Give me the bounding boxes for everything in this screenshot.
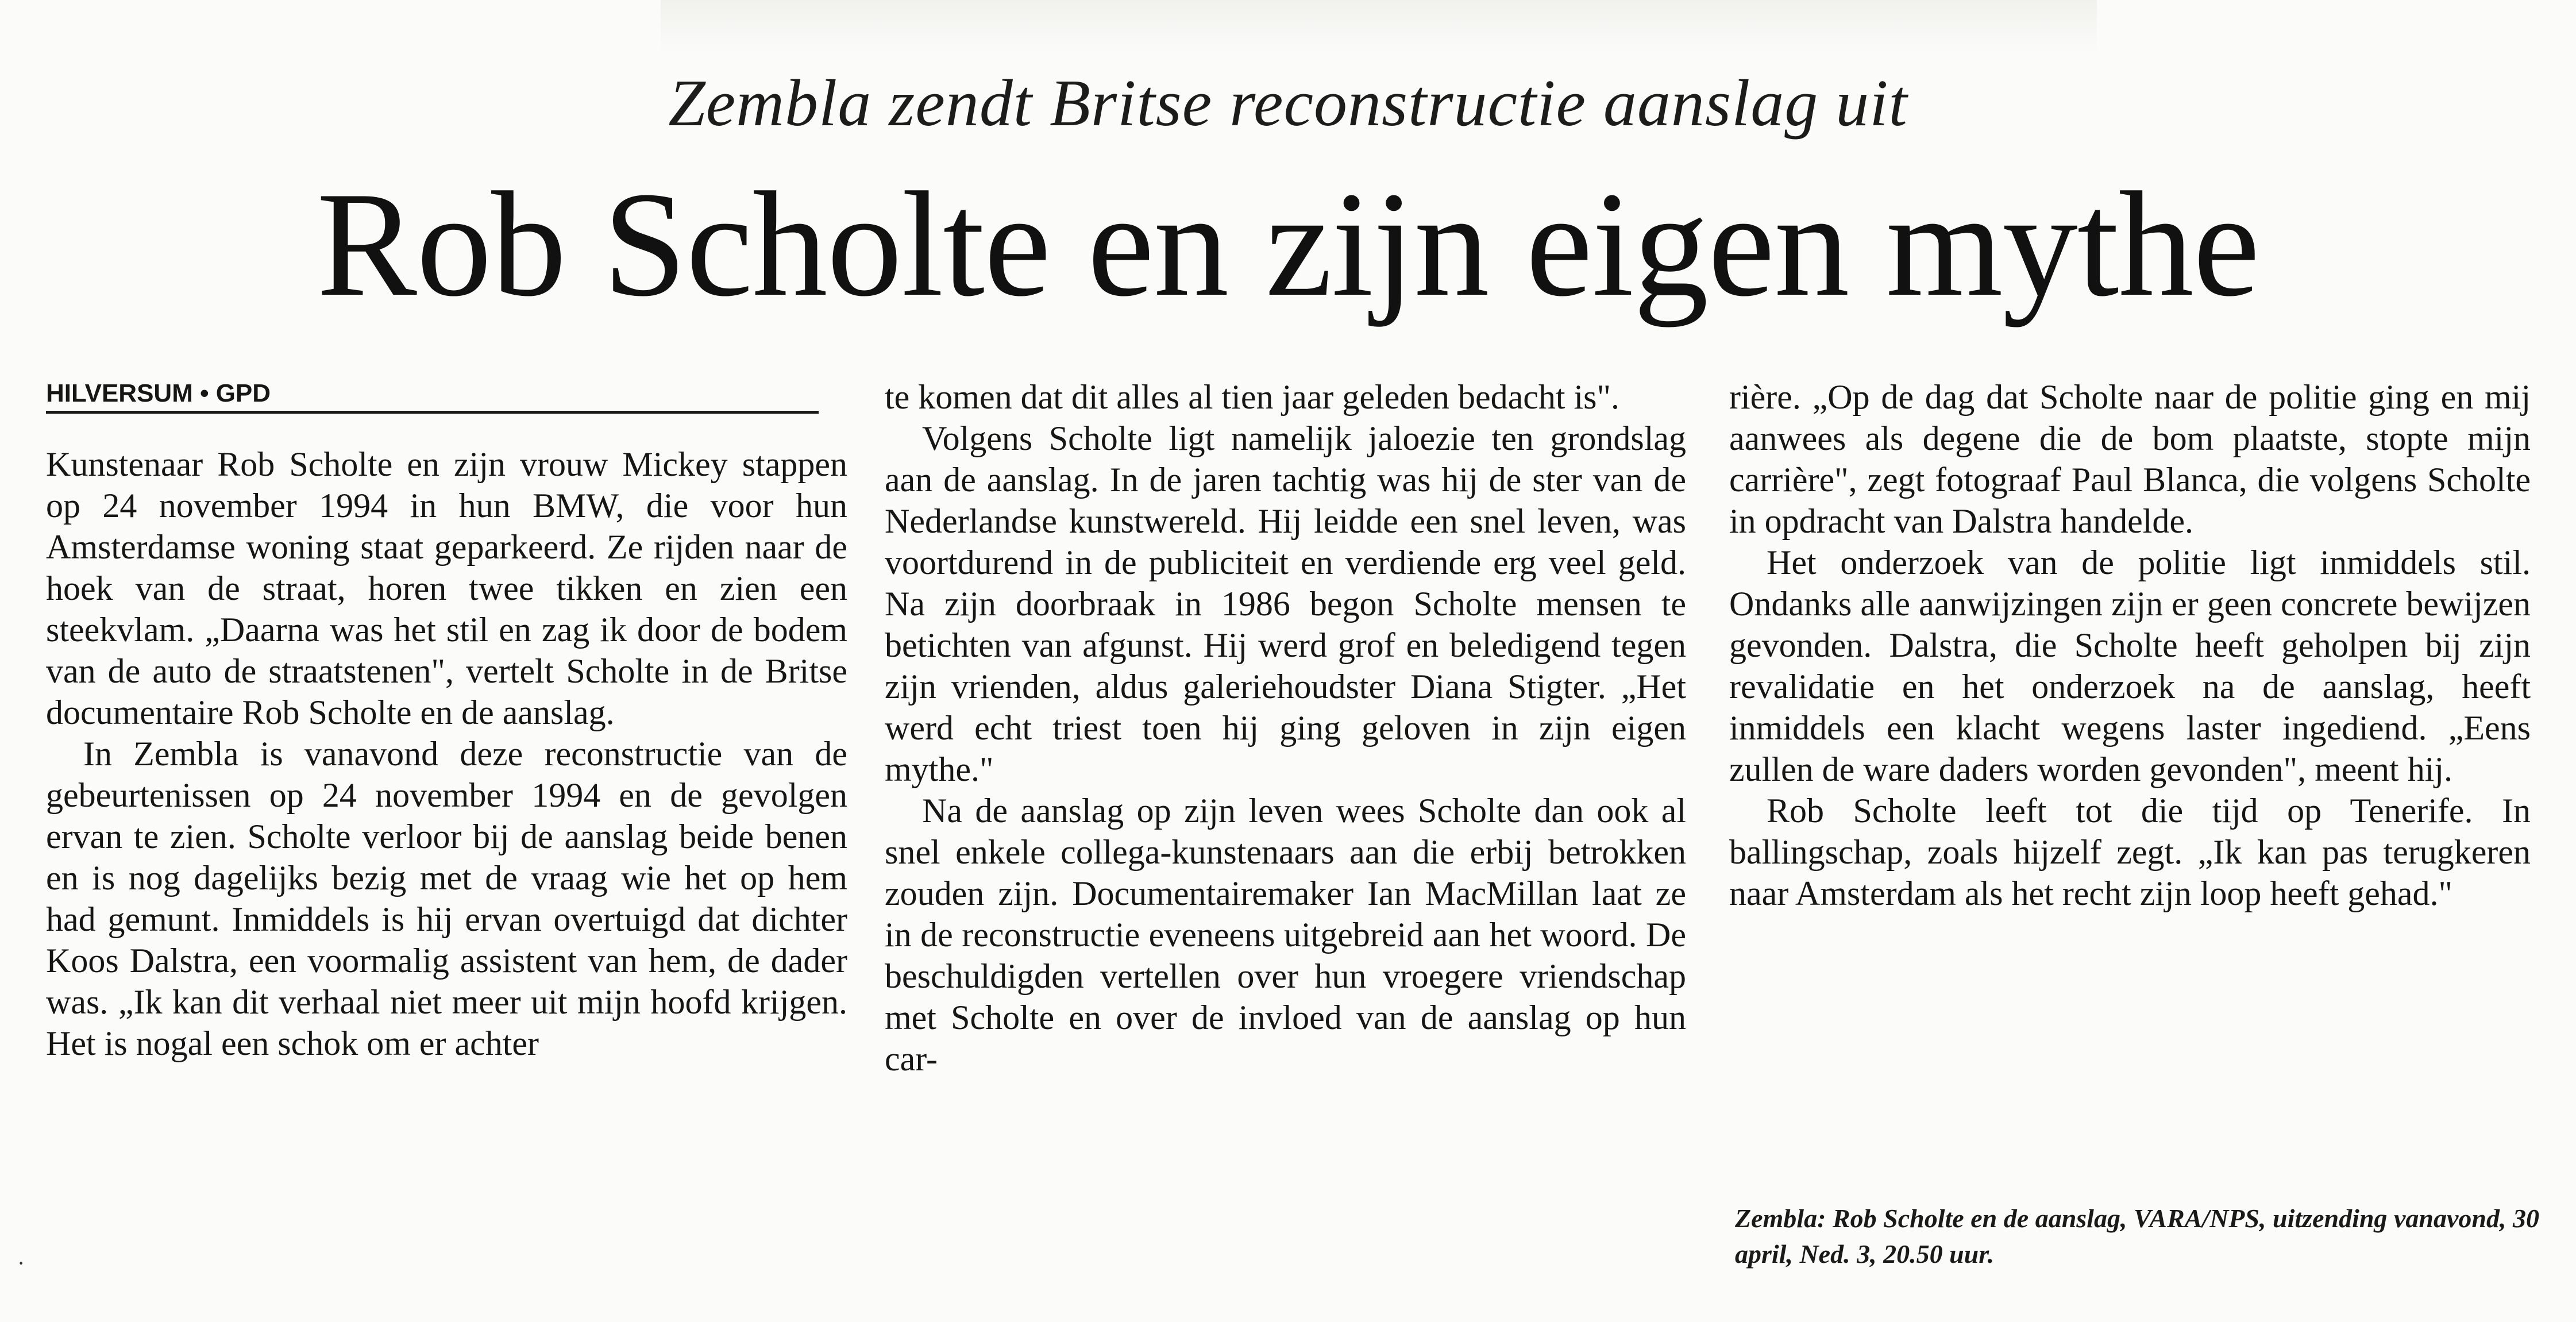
margin-speck: · — [17, 1250, 25, 1276]
broadcast-credit: Zembla: Rob Scholte en de aanslag, VARA/NPS, uitzending vanavond, 30 april, Ned. 3, 20.50 uur. — [1735, 1204, 2539, 1269]
kicker: Zembla zendt Britse reconstructie aanslag uit — [668, 67, 1908, 140]
paragraph: Het onderzoek van de politie ligt inmiddels stil. Ondanks alle aanwijzingen zijn er geen concrete bewijzen gevonden. Dalstra, die Scholte heeft geholpen bij zijn revalidatie en het onderzoek na de aanslag, heeft inmiddels een klacht wegens laster ingediend. „Eens zullen de ware daders worden gevonden", meent hij. — [1729, 544, 2531, 788]
paragraph: rière. „Op de dag dat Scholte naar de politie ging en mij aanwees als degene die de bom plaatste, stopte mijn carrière", zegt fotograaf Paul Blanca, die volgens Scholte in opdracht van Dalstra handelde. — [1729, 378, 2531, 540]
paragraph: Na de aanslag op zijn leven wees Scholte dan ook al snel enkele collega-kunstenaars aan die erbij betrokken zouden zijn. Documentairemaker Ian MacMillan laat ze in de reconstructie eveneens uitgebreid aan het woord. De beschuldigden vertellen over hun vroegere vriendschap met Scholte en over de invloed van de aanslag op hun car- — [885, 792, 1686, 1078]
paragraph: In Zembla is vanavond deze reconstructie van de gebeurtenissen op 24 november 1994 en de gevolgen ervan te zien. Scholte verloor bij de aanslag beide benen en is nog dagelijks bezig met de vraag wie het op hem had gemunt. Inmiddels is hij ervan overtuigd dat dichter Koos Dalstra, een voormalig assistent van hem, de dader was. „Ik kan dit verhaal niet meer uit mijn hoofd krijgen. Het is nogal een schok om er achter — [46, 735, 847, 1062]
dateline: HILVERSUM • GPD — [46, 376, 819, 414]
article-column-3 — [1729, 376, 2531, 914]
paragraph: Kunstenaar Rob Scholte en zijn vrouw Mickey stappen op 24 november 1994 in hun BMW, die voor hun Amsterdamse woning staat geparkeerd. Ze rijden naar de hoek van de straat, horen twee tikken en zien een steekvlam. „Daarna was het stil en zag ik door de bodem van de auto de straatstenen", vertelt Scholte in de Britse documentaire Rob Scholte en de aanslag. — [46, 445, 847, 731]
article-column-1 — [46, 376, 847, 1064]
headline: Rob Scholte en zijn eigen mythe — [317, 161, 2259, 327]
paragraph: Volgens Scholte ligt namelijk jaloezie ten grondslag aan de aanslag. In de jaren tachtig was hij de ster van de Nederlandse kunstwereld. Hij leidde een snel leven, was voortdurend in de publiciteit en verdiende erg veel geld. Na zijn doorbraak in 1986 begon Scholte mensen te betichten van afgunst. Hij werd grof en beledigend tegen zijn vrienden, aldus galeriehoudster Diana Stigter. „Het werd echt triest toen hij ging geloven in zijn eigen mythe." — [885, 419, 1686, 788]
bleed-through-shade — [661, 0, 2097, 52]
paragraph: te komen dat dit alles al tien jaar geleden bedacht is". — [885, 378, 1620, 416]
article-column-2 — [885, 376, 1686, 1080]
paragraph: Rob Scholte leeft tot die tijd op Tenerife. In ballingschap, zoals hijzelf zegt. „Ik kan pas terugkeren naar Amsterdam als het recht zijn loop heeft gehad." — [1729, 792, 2531, 912]
